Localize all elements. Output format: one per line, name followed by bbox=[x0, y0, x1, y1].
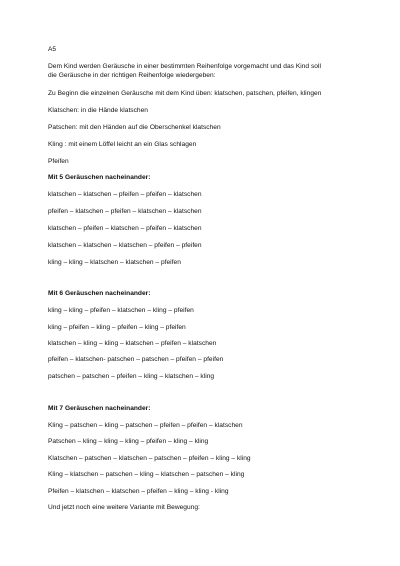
heading-seven-sounds: Mit 7 Geräuschen nacheinander: bbox=[48, 405, 151, 412]
definition-patschen: Patschen: mit den Händen auf die Oberschenkel klatschen bbox=[48, 124, 221, 131]
sequence-7-1: Kling – patschen – kling – patschen – pfeifen – pfeifen – klatschen bbox=[48, 422, 243, 429]
heading-six-sounds: Mit 6 Geräuschen nacheinander: bbox=[48, 290, 151, 297]
sequence-7-3: Klatschen – patschen – klatschen – patschen – pfeifen – kling – kling bbox=[48, 455, 251, 462]
sequence-7-4: Kling – klatschen – patschen – kling – klatschen – patschen – kling bbox=[48, 471, 245, 478]
sequence-5-5: kling – kling – klatschen – klatschen – pfeifen bbox=[48, 259, 181, 266]
sequence-6-5: patschen – patschen – pfeifen – kling – klatschen – kling bbox=[48, 373, 215, 380]
sequence-5-2: pfeifen – klatschen – pfeifen – klatschen – klatschen bbox=[48, 208, 202, 215]
page-id: A5 bbox=[48, 46, 57, 53]
definition-kling: Kling : mit einem Löffel leicht an ein Glas schlagen bbox=[48, 141, 197, 148]
intro-line-1: Dem Kind werden Geräusche in einer bestimmten Reihenfolge vorgemacht und das Kind soll bbox=[48, 63, 321, 70]
closing-text: Und jetzt noch eine weitere Variante mit Bewegung: bbox=[48, 504, 200, 511]
definition-pfeifen: Pfeifen bbox=[48, 158, 69, 165]
sequence-6-1: kling – kling – pfeifen – klatschen – kling – pfeifen bbox=[48, 307, 194, 314]
heading-five-sounds: Mit 5 Geräuschen nacheinander: bbox=[48, 174, 151, 181]
sequence-5-4: klatschen – klatschen – klatschen – pfeifen – pfeifen bbox=[48, 242, 202, 249]
sequence-6-2: kling – pfeifen – kling – pfeifen – kling – pfeifen bbox=[48, 324, 186, 331]
sequence-6-4: pfeifen – klatschen- patschen – patschen – pfeifen – pfeifen bbox=[48, 356, 224, 363]
definition-klatschen: Klatschen: in die Hände klatschen bbox=[48, 107, 148, 114]
sequence-7-5: Pfeifen – klatschen – klatschen – pfeifen – kling – kling - kling bbox=[48, 488, 229, 495]
sequence-5-3: klatschen – pfeifen – klatschen – pfeifen – klatschen bbox=[48, 225, 202, 232]
sequence-5-1: klatschen – klatschen – pfeifen – pfeifen – klatschen bbox=[48, 191, 202, 198]
intro-line-2: die Geräusche in der richtigen Reihenfolge wiedergeben: bbox=[48, 72, 216, 79]
sequence-6-3: klatschen – kling – kling – klatschen – pfeifen – klatschen bbox=[48, 340, 217, 347]
practice-text: Zu Beginn die einzelnen Geräusche mit dem Kind üben: klatschen, patschen, pfeifen, klingen bbox=[48, 90, 322, 97]
sequence-7-2: Patschen – kling – kling – kling – pfeifen – kling – kling bbox=[48, 438, 209, 445]
